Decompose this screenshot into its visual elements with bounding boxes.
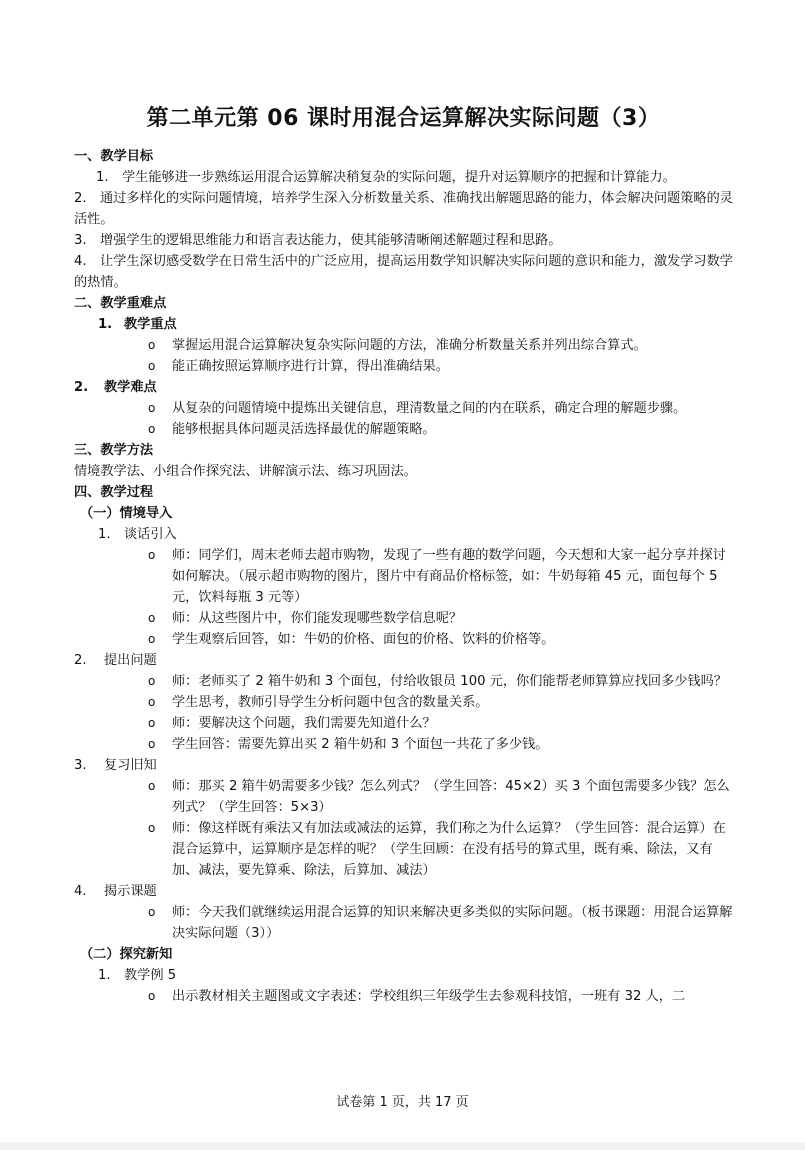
subheading-number: 1. bbox=[98, 317, 113, 332]
bullet-item: o 能够根据具体问题灵活选择最优的解题策略。 bbox=[74, 419, 733, 440]
step-label: 教学例 5 bbox=[124, 968, 177, 983]
goal-item bbox=[74, 251, 733, 293]
subheading-number: 2. bbox=[74, 380, 89, 395]
step-heading bbox=[74, 881, 733, 902]
goal-number: 2. bbox=[74, 191, 87, 206]
step-number: 1. bbox=[98, 527, 111, 542]
goal-text: 学生能够进一步熟练运用混合运算解决稍复杂的实际问题，提升对运算顺序的把握和计算能力。 bbox=[122, 170, 676, 185]
step-heading bbox=[74, 650, 733, 671]
bullet-item: o 师：同学们，周末老师去超市购物，发现了一些有趣的数学问题，今天想和大家一起分享并探讨如何解决。（展示超市购物的图片，图片中有商品价格标签，如：牛奶每箱 45 元，面包每个 5 元，饮料每瓶 3 元等） bbox=[74, 545, 733, 608]
goal-text: 通过多样化的实际问题情境，培养学生深入分析数量关系、准确找出解题思路的能力，体会解决问题策略的灵活性。 bbox=[74, 191, 733, 227]
bullet-item: o 师：那买 2 箱牛奶需要多少钱？怎么列式？（学生回答：45×2）买 3 个面包需要多少钱？怎么列式？（学生回答：5×3） bbox=[74, 776, 733, 818]
goal-item bbox=[74, 188, 733, 230]
bullet-item: o 师：今天我们就继续运用混合运算的知识来解决更多类似的实际问题。（板书课题：用混合运算解决实际问题（3）） bbox=[74, 902, 733, 944]
step-number: 1. bbox=[98, 968, 111, 983]
goal-number: 4. bbox=[74, 254, 87, 269]
bullet-item: o 出示教材相关主题图或文字表述：学校组织三年级学生去参观科技馆，一班有 32 人，二 bbox=[74, 986, 733, 1007]
section-heading-objectives: 一、教学目标 bbox=[74, 149, 154, 164]
part-heading-explore: （二）探究新知 bbox=[80, 947, 173, 962]
goal-number: 1. bbox=[96, 170, 109, 185]
part-heading-intro: （一）情境导入 bbox=[80, 506, 173, 521]
subheading-label: 教学难点 bbox=[104, 380, 157, 395]
bullet-item: o 师：老师买了 2 箱牛奶和 3 个面包，付给收银员 100 元，你们能帮老师算算应找回多少钱吗？ bbox=[74, 671, 733, 692]
section-heading-methods: 三、教学方法 bbox=[74, 443, 154, 458]
bullet-item: o 师：从这些图片中，你们能发现哪些数学信息呢？ bbox=[74, 608, 733, 629]
goal-text: 让学生深切感受数学在日常生活中的广泛应用，提高运用数学知识解决实际问题的意识和能力，激发学习数学的热情。 bbox=[74, 254, 733, 290]
step-label: 复习旧知 bbox=[104, 758, 157, 773]
document-title: 第二单元第 06 课时用混合运算解决实际问题（3） bbox=[146, 106, 661, 131]
step-heading bbox=[74, 755, 733, 776]
bullet-item: o 学生观察后回答，如：牛奶的价格、面包的价格、饮料的价格等。 bbox=[74, 629, 733, 650]
section-heading-key-difficult: 二、教学重难点 bbox=[74, 296, 167, 311]
bullet-item: o 能正确按照运算顺序进行计算，得出准确结果。 bbox=[74, 356, 733, 377]
section-heading-process: 四、教学过程 bbox=[74, 485, 154, 500]
step-number: 4. bbox=[74, 884, 87, 899]
step-number: 2. bbox=[74, 653, 87, 668]
step-heading bbox=[74, 524, 733, 545]
bullet-item: o 掌握运用混合运算解决复杂实际问题的方法，准确分析数量关系并列出综合算式。 bbox=[74, 335, 733, 356]
goal-item bbox=[74, 167, 733, 188]
bullet-item: o 师：像这样既有乘法又有加法或减法的运算，我们称之为什么运算？（学生回答：混合运算）在混合运算中，运算顺序是怎样的呢？（学生回顾：在没有括号的算式里，既有乘、除法，又有加、减法，要先算乘、除法，后算加、减法） bbox=[74, 818, 733, 881]
methods-text: 情境教学法、小组合作探究法、讲解演示法、练习巩固法。 bbox=[74, 464, 417, 479]
step-label: 提出问题 bbox=[104, 653, 157, 668]
bullet-item: o 从复杂的问题情境中提炼出关键信息，理清数量之间的内在联系，确定合理的解题步骤。 bbox=[74, 398, 733, 419]
bullet-item: o 师：要解决这个问题，我们需要先知道什么？ bbox=[74, 713, 733, 734]
step-number: 3. bbox=[74, 758, 87, 773]
subheading-label: 教学重点 bbox=[124, 317, 177, 332]
subheading-difficult-points bbox=[74, 377, 733, 398]
step-label: 谈话引入 bbox=[124, 527, 177, 542]
step-label: 揭示课题 bbox=[104, 884, 157, 899]
goal-item bbox=[74, 230, 733, 251]
bullet-item: o 学生思考，教师引导学生分析问题中包含的数量关系。 bbox=[74, 692, 733, 713]
subheading-key-points bbox=[74, 314, 733, 335]
step-heading bbox=[74, 965, 733, 986]
goal-text: 增强学生的逻辑思维能力和语言表达能力，使其能够清晰阐述解题过程和思路。 bbox=[100, 233, 562, 248]
goal-number: 3. bbox=[74, 233, 87, 248]
page-footer: 试卷第 1 页，共 17 页 bbox=[336, 1095, 469, 1110]
bullet-item: o 学生回答：需要先算出买 2 箱牛奶和 3 个面包一共花了多少钱。 bbox=[74, 734, 733, 755]
